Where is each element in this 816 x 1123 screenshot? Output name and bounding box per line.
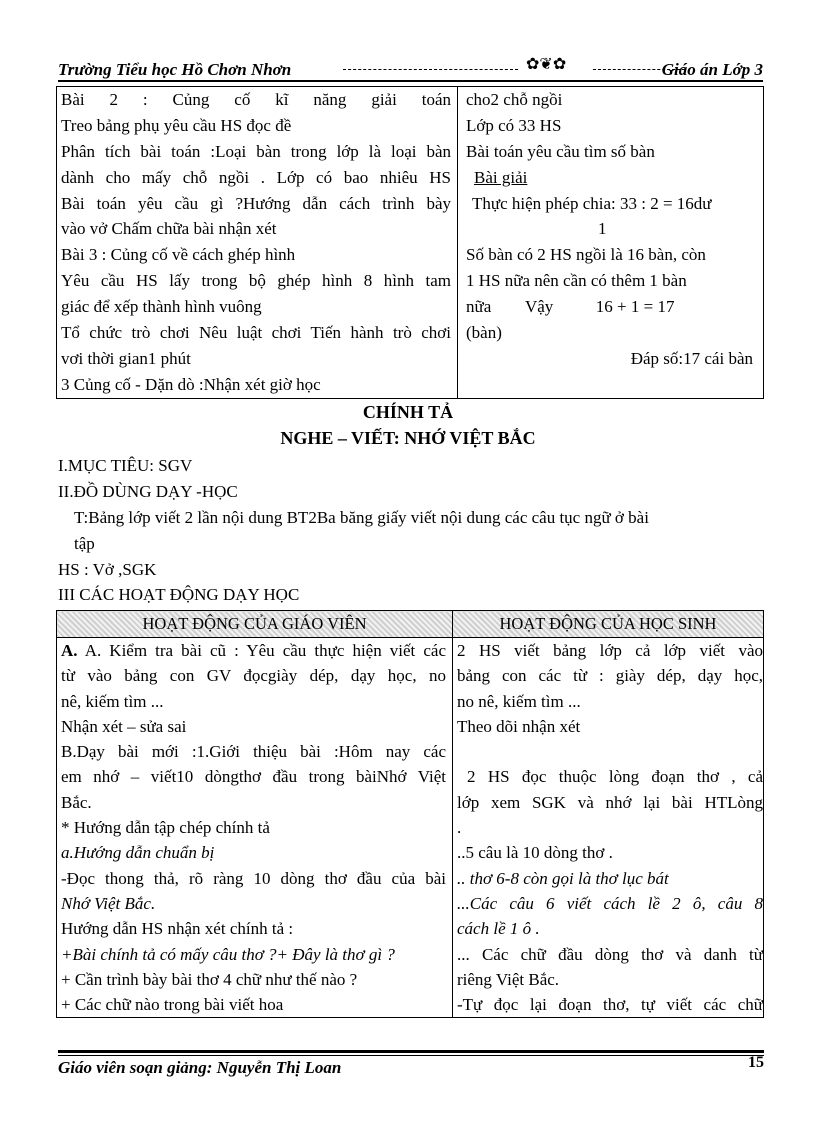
table1-right-line: 1 HS nữa nên cần có thêm 1 bàn bbox=[466, 271, 687, 291]
materials-heading: II.ĐỒ DÙNG DẠY -HỌC bbox=[58, 482, 238, 501]
table2-right-line: .. thơ 6-8 còn gọi là thơ lục bát bbox=[457, 868, 669, 888]
table2-left-line: a.Hướng dẫn chuẩn bị bbox=[61, 843, 215, 863]
student-column bbox=[458, 87, 764, 399]
table2-right-line: Theo dõi nhận xét bbox=[457, 716, 581, 736]
table1-left-line: Bài 2 : Củng cố kĩ năng giải toán bbox=[61, 90, 451, 109]
activities-heading: III CÁC HOẠT ĐỘNG DẠY HỌC bbox=[58, 585, 300, 604]
table1-left-line: vơi thời gian1 phút bbox=[61, 348, 191, 368]
table2-left-line: Hướng dẫn HS nhận xét chính tả : bbox=[61, 919, 294, 939]
table2-right-line: 2 HS viết bảng lớp cả lớp viết vào bbox=[457, 641, 763, 660]
table1-left-line: Yêu cầu HS lấy trong bộ ghép hình 8 hình tam bbox=[61, 271, 451, 291]
table2-right-line: 2 HS đọc thuộc lòng đoạn thơ , cả bbox=[467, 767, 763, 787]
table1-left-line: Bài 3 : Củng cố về cách ghép hình bbox=[61, 245, 296, 265]
table1-left-line: Phân tích bài toán :Loại bàn trong lớp là loại bàn bbox=[61, 141, 451, 161]
table2-left-line: em nhớ – viết10 dòngthơ đầu trong bàiNhớ Việt bbox=[61, 767, 446, 787]
teacher-materials: T:Bảng lớp viết 2 lần nội dung BT2Ba băng giấy viết nội dung các câu tục ngữ ở bài bbox=[74, 508, 649, 527]
table1-left-line: Tổ chức trò chơi Nêu luật chơi Tiến hành trò chơi bbox=[61, 323, 451, 343]
school-name: Trường Tiểu học Hồ Chơn Nhơn bbox=[58, 60, 292, 79]
table2-right-line: ...Các câu 6 viết cách lề 2 ô, câu 8 bbox=[457, 893, 763, 913]
table2-right-line: . bbox=[457, 818, 462, 838]
page-number: 15 bbox=[748, 1054, 764, 1071]
section-subtitle: NGHE – VIẾT: NHỚ VIỆT BẮC bbox=[280, 428, 536, 448]
ornament-icon: ✿❦✿ bbox=[526, 56, 567, 73]
table1-right-line: Bài toán yêu cầu tìm số bàn bbox=[466, 141, 655, 161]
subject-label: Giáo án Lớp 3 bbox=[661, 60, 763, 79]
table1-right-line: Số bàn có 2 HS ngồi là 16 bàn, còn bbox=[466, 245, 706, 265]
table2-left-line: + Các chữ nào trong bài viết hoa bbox=[61, 995, 284, 1015]
footer-rule-thin bbox=[58, 1055, 764, 1056]
table2-right-line: -Tự đọc lại đoạn thơ, tự viết các chữ bbox=[457, 995, 763, 1015]
table1-left-line: vào vở Chấm chữa bài nhận xét bbox=[61, 219, 277, 239]
table2-left-text: A. Kiểm tra bài cũ : Yêu cầu thực hiện viết các bbox=[84, 641, 446, 660]
table1-left-line: Bài toán yêu cầu gì ?Hướng dẫn cách trình bày bbox=[61, 193, 451, 213]
student-activities-column bbox=[453, 638, 764, 1018]
table1-right-line: 1 bbox=[598, 219, 607, 239]
table1-left-line: dành cho mấy chỗ ngồi . Lớp có bao nhiêu HS bbox=[61, 167, 451, 187]
table2-right-line: lớp xem SGK và nhớ lại bài HTLòng bbox=[457, 792, 763, 812]
table2-right-line bbox=[453, 739, 763, 764]
table1-right-line: Thực hiện phép chia: 33 : 2 = 16dư bbox=[472, 193, 712, 213]
teacher-materials-cont: tập bbox=[74, 534, 95, 553]
objectives-heading: I.MỤC TIÊU: SGV bbox=[58, 456, 193, 475]
table2-left-line: B.Dạy bài mới :1.Giới thiệu bài :Hôm nay các bbox=[61, 742, 446, 762]
table2-left-line: -Đọc thong thả, rõ ràng 10 dòng thơ đầu của bài bbox=[61, 868, 446, 888]
table2-left-line: Bắc. bbox=[61, 792, 92, 812]
table2-left-line: * Hướng dẫn tập chép chính tả bbox=[61, 818, 270, 838]
page-header bbox=[58, 56, 763, 82]
table2-left-line: nê, kiếm tìm ... bbox=[61, 691, 164, 711]
teacher-activities-header: HOẠT ĐỘNG CỦA GIÁO VIÊN bbox=[57, 611, 453, 638]
table2-right-line: riêng Việt Bắc. bbox=[457, 969, 560, 989]
lesson-table-continued bbox=[56, 86, 764, 399]
table2-left-line: A. A. Kiểm tra bài cũ : Yêu cầu thực hiện viết các bbox=[61, 641, 446, 660]
table2-right-line: no nê, kiếm tìm ... bbox=[457, 691, 581, 711]
table1-left-line: giác để xếp thành hình vuông bbox=[61, 297, 262, 317]
table1-right-line: nữa Vậy 16 + 1 = 17 bbox=[466, 297, 675, 317]
table2-right-line: ..5 câu là 10 dòng thơ . bbox=[457, 843, 613, 863]
table2-left-line: từ vào bảng con GV đọcgiày dép, dạy học, no bbox=[61, 666, 446, 686]
table2-right-line: bảng con các từ : giày dép, dạy học, bbox=[457, 666, 763, 686]
footer-author: Giáo viên soạn giảng: Nguyễn Thị Loan bbox=[58, 1058, 342, 1077]
table1-left-line: Treo bảng phụ yêu cầu HS đọc đề bbox=[61, 115, 292, 135]
activities-table bbox=[56, 610, 764, 1018]
table2-right-line: cách lề 1 ô . bbox=[457, 919, 540, 939]
table1-right-line: cho2 chỗ ngồi bbox=[466, 90, 563, 109]
table1-right-line: Lớp có 33 HS bbox=[466, 115, 562, 135]
header-dash-left bbox=[343, 69, 518, 70]
answer-line: Đáp số:17 cái bàn bbox=[630, 348, 753, 368]
table2-left-line: Nhận xét – sửa sai bbox=[61, 716, 187, 736]
table2-left-line: Nhớ Việt Bắc. bbox=[61, 893, 156, 913]
table1-left-line: 3 Củng cố - Dặn dò :Nhận xét giờ học bbox=[61, 374, 321, 394]
table1-right-line: (bàn) bbox=[466, 323, 502, 343]
student-activities-header: HOẠT ĐỘNG CỦA HỌC SINH bbox=[453, 611, 764, 638]
table2-right-line: ... Các chữ đầu dòng thơ và danh từ bbox=[457, 944, 763, 964]
teacher-column bbox=[57, 87, 458, 399]
footer-rule-thick bbox=[58, 1050, 764, 1053]
student-materials: HS : Vở ,SGK bbox=[58, 560, 157, 579]
solution-heading: Bài giải bbox=[474, 167, 528, 187]
table2-left-line: + Cần trình bày bài thơ 4 chữ như thế nào ? bbox=[61, 969, 358, 989]
teacher-activities-column bbox=[57, 638, 453, 1018]
table2-left-line: +Bài chính tả có mấy câu thơ ?+ Đây là thơ gì ? bbox=[61, 944, 395, 964]
section-title: CHÍNH TẢ bbox=[362, 402, 454, 422]
